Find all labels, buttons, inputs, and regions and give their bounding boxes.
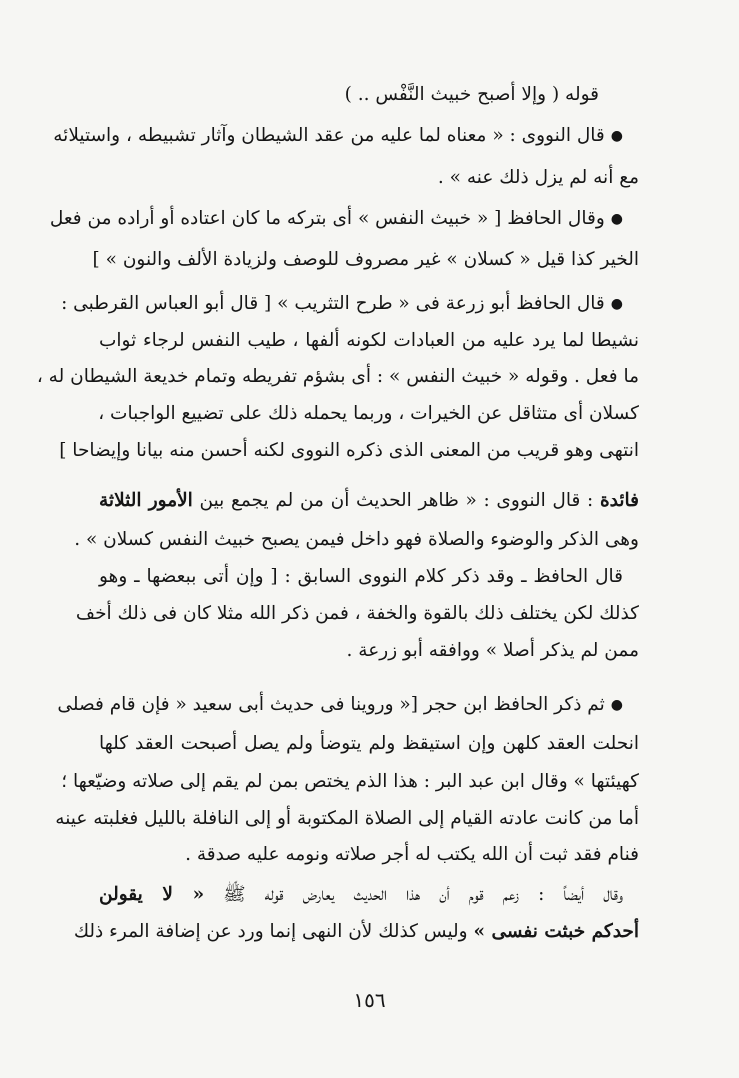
bold-phrase: أحدكم خبثت نفسى » — [473, 921, 639, 942]
text-line-2 — [53, 121, 623, 151]
line-text: مع أنه لم يزل ذلك عنه » . — [437, 167, 639, 188]
text-line-19 — [55, 804, 639, 834]
line-text: وقال الحافظ [ « خبيث النفس » أى بتركه ما كان اعتاده أو أراده من فعل — [49, 208, 605, 229]
text-line-3 — [99, 163, 639, 193]
line-text: ثم ذكر الحافظ ابن حجر [« وروينا فى حديث أبى سعيد « فإن قام فصلى — [57, 694, 605, 715]
text-line-1 — [99, 80, 599, 110]
bullet-icon: ● — [610, 697, 623, 713]
text-line-9 — [99, 399, 639, 429]
line-text: وقال أيضاً : زعم قوم أن هذا الحديث يعارض قوله ﷺ — [223, 884, 624, 905]
text-line-21 — [99, 880, 623, 910]
text-line-14 — [75, 599, 639, 629]
line-text: نشيطا لما يرد عليه من العبادات لكونه ألفها ، طيب النفس لرجاء ثواب — [99, 330, 639, 351]
text-line-22 — [73, 917, 639, 947]
text-line-15 — [99, 636, 639, 666]
text-line-8 — [36, 362, 639, 392]
text-line-6 — [61, 289, 623, 319]
text-line-4 — [49, 204, 623, 234]
line-text: الخير كذا قيل « كسلان » غير مصروف للوصف ولزيادة الألف والنون » ] — [92, 249, 639, 270]
line-text: قوله ( وإلا أصبح خبيث النَّفْس .. ) — [344, 84, 599, 105]
line-text: انحلت العقد كلهن وإن استيقظ ولم يتوضأ ولم يصل أصبحت العقد كلها — [99, 733, 639, 754]
text-line-11 — [99, 486, 639, 516]
bold-phrase: الأمور الثلاثة — [99, 490, 193, 511]
fawaid-label: فائدة — [599, 490, 639, 511]
bullet-icon: ● — [610, 128, 623, 144]
text-line-5 — [92, 245, 639, 275]
page-number: ١٥٦ — [353, 988, 386, 1012]
text-line-12 — [74, 525, 639, 555]
text-line-10 — [59, 436, 639, 466]
line-text: قال النووى : « معناه لما عليه من عقد الشيطان وآثار تشبيطه ، واستيلائه — [53, 125, 605, 146]
line-text: أما من كانت عادته القيام إلى الصلاة المكتوبة أو إلى النافلة بالليل فغلبته عينه — [55, 808, 639, 829]
text-line-13 — [99, 562, 623, 592]
bullet-icon: ● — [610, 211, 623, 227]
text-line-17 — [99, 729, 639, 759]
line-text: كذلك لكن يختلف ذلك بالقوة والخفة ، فمن ذكر الله مثلا كان فى ذلك أخف — [75, 603, 639, 624]
line-text: ممن لم يذكر أصلا » ووافقه أبو زرعة . — [346, 640, 639, 661]
line-text: كسلان أى متثاقل عن الخيرات ، وربما يحمله ذلك على تضييع الواجبات ، — [98, 403, 639, 424]
text-line-7 — [99, 326, 639, 356]
line-text: : قال النووى : « ظاهر الحديث أن من لم يجمع بين — [199, 490, 594, 511]
bold-phrase: « لا يقولن — [99, 884, 205, 905]
text-line-16 — [57, 690, 623, 720]
line-text: قال الحافظ ـ وقد ذكر كلام النووى السابق : [ وإن أتى ببعضها ـ وهو — [99, 566, 623, 587]
text-line-20 — [99, 840, 639, 870]
line-text: فنام فقد ثبت أن الله يكتب له أجر صلاته ونومه عليه صدقة . — [185, 844, 639, 865]
line-text: وهى الذكر والوضوء والصلاة فهو داخل فيمن يصبح خبيث النفس كسلان » . — [74, 529, 639, 550]
line-text: انتهى وهو قريب من المعنى الذى ذكره النووى لكنه أحسن منه بيانا وإيضاحا ] — [59, 440, 639, 461]
line-text: ما فعل . وقوله « خبيث النفس » : أى بشؤم تفريطه وتمام خديعة الشيطان له ، — [36, 366, 639, 387]
line-text: قال الحافظ أبو زرعة فى « طرح التثريب » [ قال أبو العباس القرطبى : — [61, 293, 605, 314]
line-text: كهيئتها » وقال ابن عبد البر : هذا الذم يختص بمن لم يقم إلى صلاته وضيّعها ؛ — [61, 771, 639, 792]
text-line-18 — [61, 767, 639, 797]
bullet-icon: ● — [610, 296, 623, 312]
line-text: وليس كذلك لأن النهى إنما ورد عن إضافة المرء ذلك — [73, 921, 468, 942]
